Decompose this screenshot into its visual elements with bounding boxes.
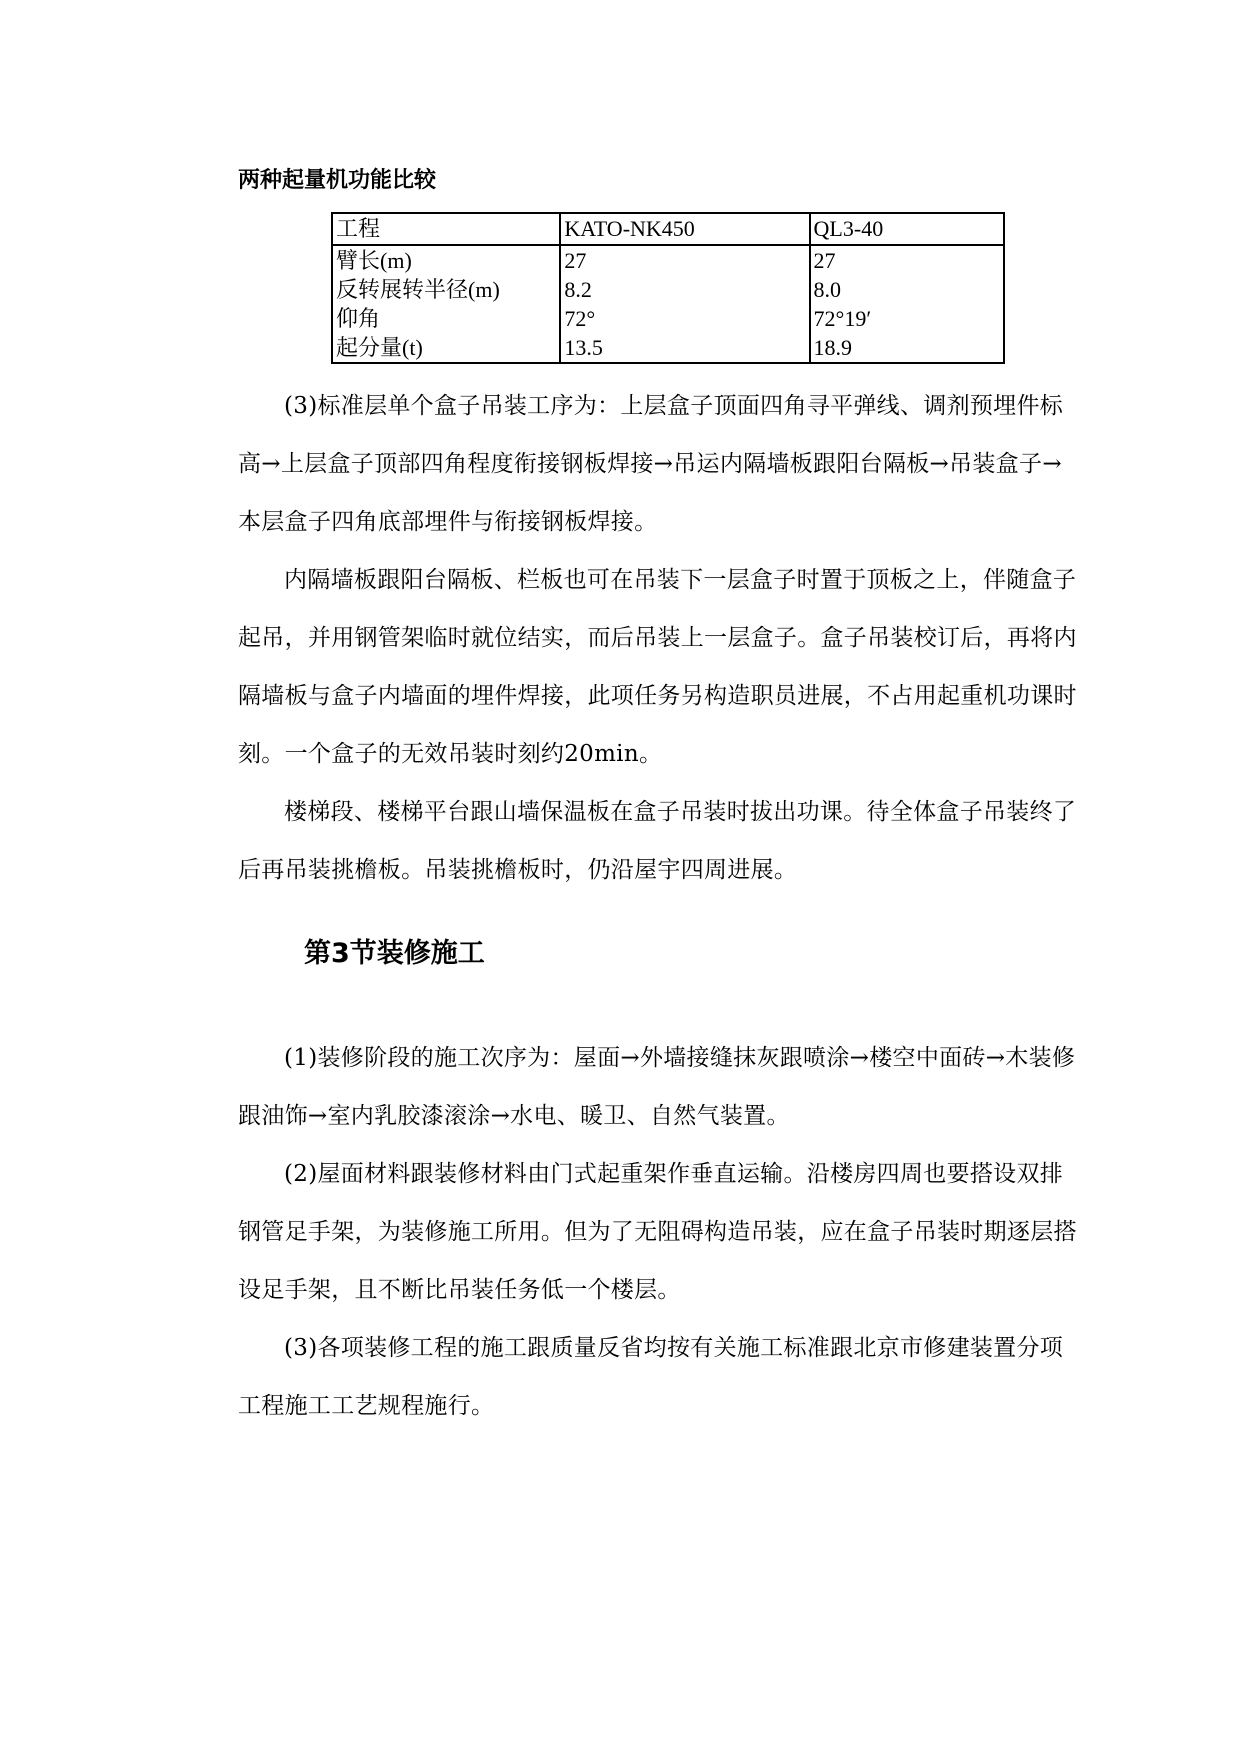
ql-column — [810, 245, 1004, 363]
table-header-cell: 工程 — [332, 213, 560, 245]
table-cell: 起分量(t) — [336, 335, 423, 360]
table-title: 两种起量机功能比较 — [238, 168, 437, 193]
table-cell: 仰角 — [336, 306, 381, 331]
section-heading: 第3节装修施工 — [304, 938, 485, 969]
parameter-column — [332, 245, 560, 363]
table-header-cell: QL3-40 — [810, 213, 1004, 245]
table-cell: 13.5 — [564, 335, 603, 360]
crane-comparison-table — [331, 212, 1005, 364]
paragraph: 内隔墙板跟阳台隔板、栏板也可在吊装下一层盒子时置于顶板之上，伴随盒子起吊，并用钢管架临时就位结实，而后吊装上一层盒子。盒子吊装校订后，再将内隔墙板与盒子内墙面的埋件焊接，此项任务另构造职员进展，不占用起重机功课时刻。一个盒子的无效吊装时刻约20min。 — [238, 567, 1077, 767]
paragraph: 楼梯段、楼梯平台跟山墙保温板在盒子吊装时拔出功课。待全体盒子吊装终了后再吊装挑檐板。吊装挑檐板时，仍沿屋宇四周进展。 — [238, 799, 1077, 883]
table-cell: 72° — [564, 306, 596, 331]
table-cell: 臂长(m) — [336, 248, 412, 273]
table-body-row — [332, 245, 1004, 363]
kato-column — [560, 245, 809, 363]
paragraph: (3)各项装修工程的施工跟质量反省均按有关施工标准跟北京市修建装置分项工程施工工艺规程施行。 — [238, 1335, 1064, 1419]
table-cell: 18.9 — [813, 335, 853, 360]
paragraph: (1)装修阶段的施工次序为：屋面→外墙接缝抹灰跟喷涂→楼空中面砖→木装修跟油饰→室内乳胶漆滚涂→水电、暖卫、自然气装置。 — [238, 1045, 1076, 1129]
table-cell: 反转展转半径(m) — [336, 277, 500, 302]
table-cell: 8.0 — [813, 277, 842, 302]
table-cell: 27 — [564, 248, 587, 273]
table-cell: 72°19′ — [813, 306, 872, 331]
paragraph: (3)标准层单个盒子吊装工序为：上层盒子顶面四角寻平弹线、调剂预埋件标高→上层盒子顶部四角程度衔接钢板焊接→吊运内隔墙板跟阳台隔板→吊装盒子→本层盒子四角底部埋件与衔接钢板焊接。 — [238, 393, 1064, 535]
table-header-cell: KATO-NK450 — [560, 213, 809, 245]
table-header-row — [332, 213, 1004, 245]
table-cell: 27 — [813, 248, 836, 273]
table-cell: 8.2 — [564, 277, 592, 302]
paragraph: (2)屋面材料跟装修材料由门式起重架作垂直运输。沿楼房四周也要搭设双排钢管足手架，为装修施工所用。但为了无阻碍构造吊装，应在盒子吊装时期逐层搭设足手架，且不断比吊装任务低一个楼层。 — [238, 1161, 1077, 1303]
